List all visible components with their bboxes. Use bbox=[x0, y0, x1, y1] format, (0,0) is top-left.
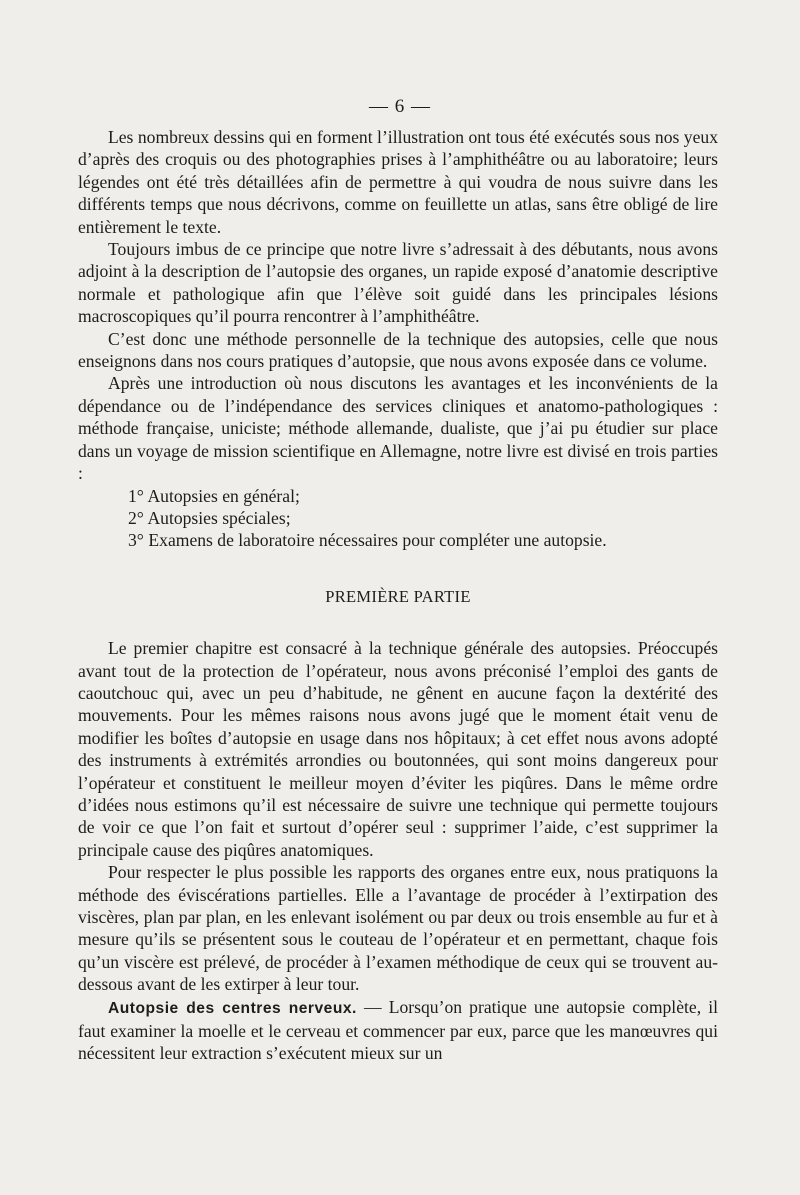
list-item bbox=[128, 507, 718, 529]
parts-list bbox=[78, 485, 718, 552]
run-in-heading: Autopsie des centres nerveux. bbox=[108, 999, 357, 1017]
section-heading: PREMIÈRE PARTIE bbox=[325, 586, 471, 606]
list-item-number: 3° bbox=[128, 530, 144, 551]
paragraph: Les nombreux dessins qui en forment l’illustration ont tous été exécutés sous nos yeux d’après des croquis ou des photographies prises à l’amphithéâtre ou au laboratoire; leurs légendes ont été très détaillées afin de permettre à qui voudra de nous suivre dans les différents temps que nous décrivons, comme on feuillette un atlas, sans être obligé de lire entièrement le texte. bbox=[78, 127, 718, 237]
body-text bbox=[78, 126, 718, 1065]
page-number: — 6 — bbox=[369, 96, 431, 117]
paragraph: Le premier chapitre est consacré à la technique générale des autopsies. Préoccupés avant tout de la protection de l’opérateur, nous avons préconisé l’emploi des gants de caoutchouc qui, avec un peu d’habitude, ne gênent en aucune façon la dextérité des mouvements. Pour les mêmes raisons nous avons jugé que le moment était venu de modifier les boîtes d’autopsie en usage dans nos hôpitaux; à cet effet nous avons adopté des instruments à extrémités arrondies ou boutonnées, qui sont moins dangereux pour l’opérateur et constituent le meilleur moyen d’éviter les piqûres. Dans le même ordre d’idées nous estimons qu’il est nécessaire de suivre une technique qui permette toujours de voir ce que l’on fait et surtout d’opérer seul : supprimer l’aide, c’est supprimer la principale cause des piqûres anatomiques. bbox=[78, 638, 718, 860]
list-item bbox=[128, 529, 718, 551]
list-item-text: Autopsies spéciales; bbox=[147, 507, 291, 528]
list-item-number: 2° bbox=[128, 507, 144, 528]
list-item bbox=[128, 485, 718, 507]
list-item-number: 1° bbox=[128, 485, 144, 506]
list-item-text: Examens de laboratoire nécessaires pour compléter une autopsie. bbox=[148, 530, 607, 551]
paragraph: C’est donc une méthode personnelle de la technique des autopsies, celle que nous enseignons dans nos cours pratiques d’autopsie, que nous avons exposée dans ce volume. bbox=[78, 328, 718, 372]
paragraph bbox=[78, 996, 718, 1065]
paragraph: Toujours imbus de ce principe que notre livre s’adressait à des débutants, nous avons adjoint à la description de l’autopsie des organes, un rapide exposé d’anatomie descriptive normale et pathologique afin que l’élève soit guidé dans les principales lésions macroscopiques qu’il pourra rencontrer à l’amphithéâtre. bbox=[78, 239, 718, 327]
paragraph: Pour respecter le plus possible les rapports des organes entre eux, nous pratiquons la méthode des éviscérations partielles. Elle a l’avantage de procéder à l’extirpation des viscères, plan par plan, en les enlevant isolément ou par deux ou trois ensemble au fur et à mesure qu’ils se présentent sous le couteau de l’opérateur et en permettant, chaque fois qu’un viscère est prélevé, de procéder à l’examen méthodique de ceux qui se trouvent au-dessous avant de les extirper à leur tour. bbox=[78, 862, 718, 995]
list-item-text: Autopsies en général; bbox=[147, 485, 300, 506]
paragraph-text: — Lorsqu’on pratique une autopsie complète, il faut examiner la moelle et le cerveau et commencer par eux, parce que les manœuvres qui nécessitent leur extraction s’exécutent mieux sur un bbox=[78, 996, 719, 1064]
paragraph: Après une introduction où nous discutons les avantages et les inconvénients de la dépendance ou de l’indépendance des services cliniques et anatomo-pathologiques : méthode française, uniciste; méthode allemande, dualiste, que j’ai pu étudier sur place dans un voyage de mission scientifique en Allemagne, notre livre est divisé en trois parties : bbox=[78, 373, 718, 484]
